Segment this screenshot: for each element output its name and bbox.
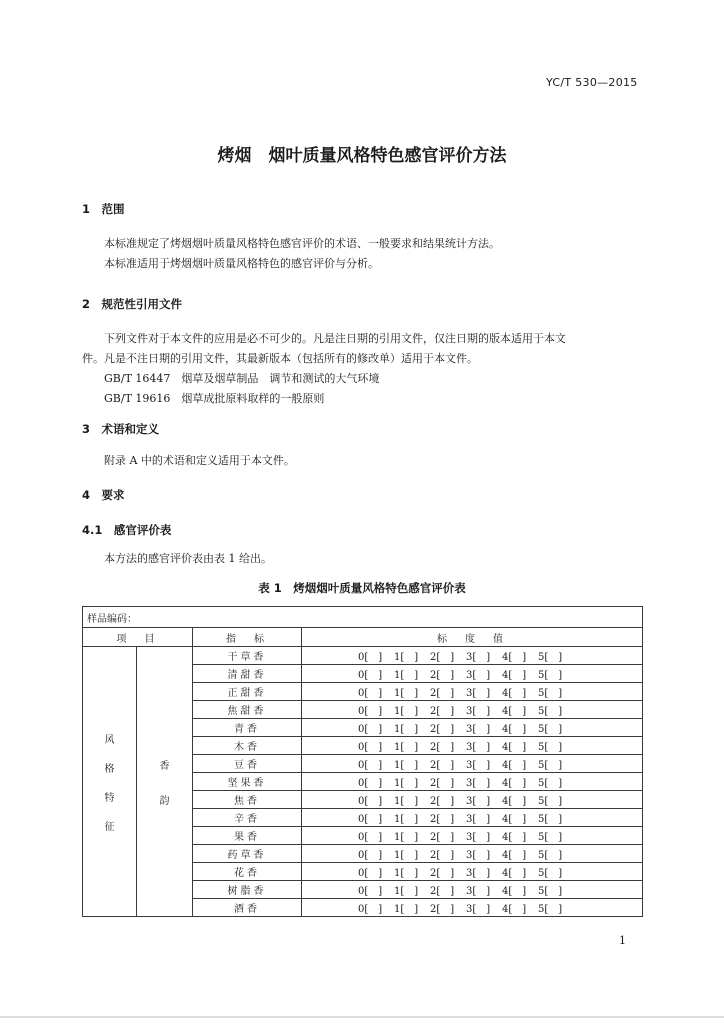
scale-option[interactable]: 3[ ] [466,832,491,843]
scale-option[interactable]: 4[ ] [502,652,527,663]
style-feature-cell [83,647,137,917]
scale-option[interactable]: 0[ ] [358,706,383,717]
scale-option[interactable]: 4[ ] [502,868,527,879]
indicator-cell: 药草香 [193,845,302,863]
scale-cell [302,773,643,791]
section-2-para-line-1: 下列文件对于本文件的应用是必不可少的。凡是注日期的引用文件，仅注日期的版本适用于本文 [104,332,566,345]
page-number: 1 [619,934,626,947]
sample-code-cell: 样品编码： [83,607,643,628]
scale-option[interactable]: 2[ ] [430,652,455,663]
scale-cell [302,701,643,719]
sensory-evaluation-table [82,606,643,917]
scale-option[interactable]: 3[ ] [466,850,491,861]
scale-option[interactable]: 3[ ] [466,886,491,897]
scale-option[interactable]: 4[ ] [502,814,527,825]
scale-option[interactable]: 2[ ] [430,886,455,897]
page-bottom-rule [0,1016,724,1018]
indicator-cell: 花香 [193,863,302,881]
scale-option[interactable]: 5[ ] [538,868,563,879]
indicator-cell: 干草香 [193,647,302,665]
scale-option[interactable]: 4[ ] [502,886,527,897]
scale-cell [302,827,643,845]
scale-option[interactable]: 5[ ] [538,742,563,753]
scale-option[interactable]: 1[ ] [394,724,419,735]
section-4-1-para: 本方法的感官评价表由表 1 给出。 [104,552,272,565]
section-1-heading: 1 范围 [82,202,125,216]
scale-option[interactable]: 5[ ] [538,850,563,861]
col-header-indicator: 指 标 [193,628,302,647]
scale-option[interactable]: 0[ ] [358,742,383,753]
scale-option[interactable]: 3[ ] [466,670,491,681]
indicator-cell: 树脂香 [193,881,302,899]
scale-option[interactable]: 1[ ] [394,778,419,789]
indicator-cell: 酒香 [193,899,302,917]
scale-option[interactable]: 1[ ] [394,850,419,861]
scale-option[interactable]: 4[ ] [502,724,527,735]
scale-option[interactable]: 3[ ] [466,796,491,807]
scale-option[interactable]: 0[ ] [358,724,383,735]
scale-option[interactable]: 2[ ] [430,760,455,771]
section-4-heading: 4 要求 [82,488,125,502]
scale-option[interactable]: 4[ ] [502,904,527,915]
scale-cell [302,845,643,863]
style-feature-char: 征 [104,821,115,833]
scale-option[interactable]: 0[ ] [358,886,383,897]
scale-option[interactable]: 2[ ] [430,742,455,753]
scale-option[interactable]: 0[ ] [358,778,383,789]
scale-option[interactable]: 1[ ] [394,886,419,897]
scale-cell [302,665,643,683]
scale-option[interactable]: 2[ ] [430,688,455,699]
document-title: 烤烟 烟叶质量风格特色感官评价方法 [217,146,507,166]
scale-option[interactable]: 0[ ] [358,850,383,861]
section-1-para-1: 本标准规定了烤烟烟叶质量风格特色感官评价的术语、一般要求和结果统计方法。 [104,237,500,250]
scale-option[interactable]: 2[ ] [430,832,455,843]
scale-option[interactable]: 3[ ] [466,724,491,735]
scale-option[interactable]: 5[ ] [538,706,563,717]
page-cut-mask [82,921,643,927]
scale-option[interactable]: 1[ ] [394,706,419,717]
reference-gbt-16447: GB/T 16447 烟草及烟草制品 调节和测试的大气环境 [104,372,380,385]
scale-option[interactable]: 1[ ] [394,652,419,663]
table-row [83,647,643,665]
scale-option[interactable]: 3[ ] [466,868,491,879]
indicator-cell: 正甜香 [193,683,302,701]
reference-gbt-19616: GB/T 19616 烟草成批原料取样的一般原则 [104,392,325,405]
scale-option[interactable]: 0[ ] [358,652,383,663]
scale-option[interactable]: 3[ ] [466,814,491,825]
scale-option[interactable]: 0[ ] [358,814,383,825]
col-header-item: 项 目 [83,628,193,647]
scale-option[interactable]: 3[ ] [466,652,491,663]
scale-option[interactable]: 0[ ] [358,796,383,807]
style-feature-char: 特 [104,792,115,804]
scale-option[interactable]: 5[ ] [538,814,563,825]
aroma-note-char: 香 [159,760,170,772]
scale-cell [302,791,643,809]
scale-option[interactable]: 2[ ] [430,796,455,807]
scale-option[interactable]: 4[ ] [502,742,527,753]
scale-option[interactable]: 0[ ] [358,868,383,879]
scale-cell [302,683,643,701]
scale-option[interactable]: 1[ ] [394,688,419,699]
section-3-heading: 3 术语和定义 [82,422,160,436]
scale-option[interactable]: 3[ ] [466,760,491,771]
scale-option[interactable]: 5[ ] [538,652,563,663]
scale-option[interactable]: 1[ ] [394,742,419,753]
scale-option[interactable]: 2[ ] [430,904,455,915]
standard-code: YC/T 530—2015 [546,76,638,89]
scale-cell [302,899,643,917]
indicator-cell: 辛香 [193,809,302,827]
scale-option[interactable]: 4[ ] [502,778,527,789]
scale-option[interactable]: 2[ ] [430,724,455,735]
scale-option[interactable]: 2[ ] [430,778,455,789]
scale-option[interactable]: 0[ ] [358,832,383,843]
scale-option[interactable]: 5[ ] [538,796,563,807]
col-header-scale: 标 度 值 [302,628,643,647]
scale-option[interactable]: 3[ ] [466,706,491,717]
scale-cell [302,881,643,899]
scale-cell [302,737,643,755]
scale-option[interactable]: 2[ ] [430,850,455,861]
scale-option[interactable]: 1[ ] [394,670,419,681]
scale-option[interactable]: 2[ ] [430,670,455,681]
scale-option[interactable]: 1[ ] [394,832,419,843]
scale-option[interactable]: 5[ ] [538,832,563,843]
section-2-para-line-2: 件。凡是不注日期的引用文件，其最新版本（包括所有的修改单）适用于本文件。 [82,352,478,365]
scale-option[interactable]: 5[ ] [538,778,563,789]
scale-option[interactable]: 3[ ] [466,688,491,699]
indicator-cell: 木香 [193,737,302,755]
scale-option[interactable]: 5[ ] [538,904,563,915]
style-feature-char: 风 [104,734,115,746]
style-feature-char: 格 [104,763,115,775]
scale-option[interactable]: 2[ ] [430,706,455,717]
indicator-cell: 果香 [193,827,302,845]
indicator-cell: 清甜香 [193,665,302,683]
scale-option[interactable]: 4[ ] [502,688,527,699]
scale-option[interactable]: 4[ ] [502,832,527,843]
scale-cell [302,755,643,773]
section-4-1-heading: 4.1 感官评价表 [82,523,172,537]
scale-option[interactable]: 5[ ] [538,886,563,897]
section-2-heading: 2 规范性引用文件 [82,297,183,311]
table-1-caption: 表 1 烤烟烟叶质量风格特色感官评价表 [258,581,466,595]
aroma-note-char: 韵 [159,795,170,807]
scale-option[interactable]: 2[ ] [430,868,455,879]
section-1-para-2: 本标准适用于烤烟烟叶质量风格特色的感官评价与分析。 [104,257,379,270]
scale-option[interactable]: 4[ ] [502,850,527,861]
scale-option[interactable]: 5[ ] [538,670,563,681]
scale-option[interactable]: 0[ ] [358,760,383,771]
scale-option[interactable]: 4[ ] [502,760,527,771]
aroma-note-cell [137,647,193,917]
scale-option[interactable]: 5[ ] [538,724,563,735]
indicator-cell: 焦甜香 [193,701,302,719]
scale-option[interactable]: 1[ ] [394,796,419,807]
scale-option[interactable]: 4[ ] [502,796,527,807]
scale-cell [302,863,643,881]
scale-option[interactable]: 5[ ] [538,760,563,771]
scale-option[interactable]: 0[ ] [358,670,383,681]
scale-option[interactable]: 1[ ] [394,760,419,771]
scale-option[interactable]: 0[ ] [358,904,383,915]
indicator-cell: 青香 [193,719,302,737]
scale-option[interactable]: 1[ ] [394,814,419,825]
indicator-cell: 豆香 [193,755,302,773]
scale-option[interactable]: 1[ ] [394,868,419,879]
section-3-para: 附录 A 中的术语和定义适用于本文件。 [104,454,295,467]
scale-option[interactable]: 0[ ] [358,688,383,699]
scale-option[interactable]: 5[ ] [538,688,563,699]
indicator-cell: 焦香 [193,791,302,809]
indicator-cell: 坚果香 [193,773,302,791]
scale-cell [302,809,643,827]
scale-option[interactable]: 3[ ] [466,904,491,915]
scale-option[interactable]: 3[ ] [466,778,491,789]
scale-option[interactable]: 1[ ] [394,904,419,915]
scale-option[interactable]: 4[ ] [502,670,527,681]
scale-cell [302,647,643,665]
scale-option[interactable]: 4[ ] [502,706,527,717]
scale-cell [302,719,643,737]
scale-option[interactable]: 3[ ] [466,742,491,753]
scale-option[interactable]: 2[ ] [430,814,455,825]
